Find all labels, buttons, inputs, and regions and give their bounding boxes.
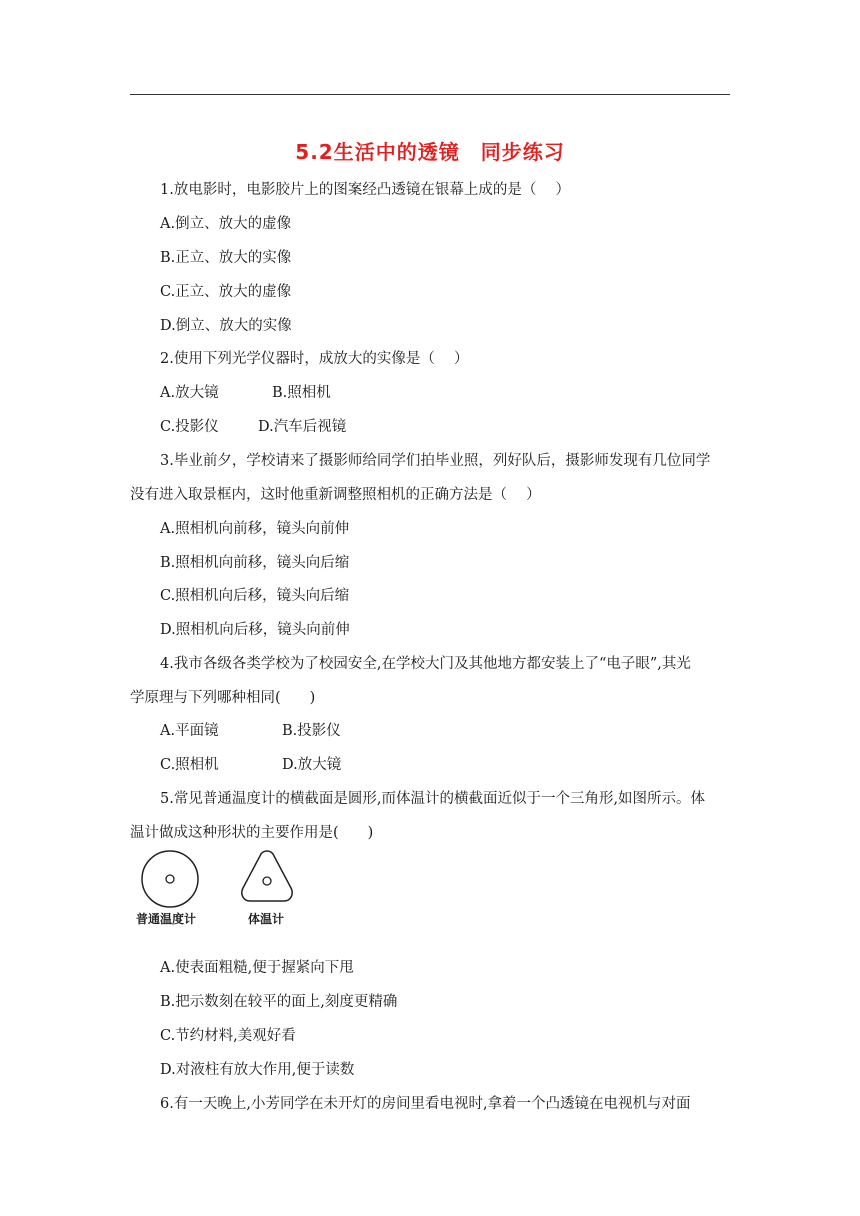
question-2-option-c: C.投影仪: [160, 419, 219, 435]
thermometer-cross-sections: [130, 846, 330, 916]
clinical-thermometer-bore: [263, 877, 271, 885]
question-5-option-a: A.使表面粗糙,便于握紧向下甩: [160, 960, 354, 976]
question-1-option-d: D.倒立、放大的实像: [160, 318, 292, 334]
question-3-option-a: A.照相机向前移，镜头向前伸: [160, 521, 350, 537]
question-2-option-a: A.放大镜: [160, 385, 219, 401]
question-1-option-b: B.正立、放大的实像: [160, 250, 292, 266]
question-5-option-c: C.节约材料,美观好看: [160, 1028, 296, 1044]
question-3-option-b: B.照相机向前移，镜头向后缩: [160, 555, 350, 571]
question-4-stem-line-1: 4.我市各级各类学校为了校园安全,在学校大门及其他地方都安装上了“电子眼”,其光: [160, 656, 691, 672]
page-title: 5.2生活中的透镜 同步练习: [295, 140, 565, 164]
question-5-stem-line-2: 温计做成这种形状的主要作用是( ): [130, 825, 374, 841]
question-1-stem: 1.放电影时，电影胶片上的图案经凸透镜在银幕上成的是（ ）: [160, 182, 570, 198]
question-4-option-c: C.照相机: [160, 757, 219, 773]
thermometer-circle-bore: [166, 875, 174, 883]
figure-label-ordinary-thermometer: 普通温度计: [136, 912, 197, 926]
question-3-stem-line-2: 没有进入取景框内，这时他重新调整照相机的正确方法是（ ）: [130, 487, 541, 503]
question-4-option-a: A.平面镜: [160, 723, 219, 739]
question-5-option-b: B.把示数刻在较平的面上,刻度更精确: [160, 994, 398, 1010]
question-3-stem-line-1: 3.毕业前夕，学校请来了摄影师给同学们拍毕业照，列好队后，摄影师发现有几位同学: [160, 453, 711, 469]
thermometer-cross-section-figure: [130, 846, 330, 932]
question-4-stem-line-2: 学原理与下列哪种相同( ): [130, 690, 316, 706]
question-2-stem: 2.使用下列光学仪器时，成放大的实像是（ ）: [160, 351, 469, 367]
question-1-option-a: A.倒立、放大的虚像: [160, 216, 292, 232]
question-2-option-b: B.照相机: [272, 385, 331, 401]
question-5-stem-line-1: 5.常见普通温度计的横截面是圆形,而体温计的横截面近似于一个三角形,如图所示。体: [160, 791, 706, 807]
question-4-option-b: B.投影仪: [282, 723, 341, 739]
question-3-option-c: C.照相机向后移，镜头向后缩: [160, 588, 350, 604]
figure-label-clinical-thermometer: 体温计: [248, 912, 285, 926]
question-3-option-d: D.照相机向后移，镜头向前伸: [160, 622, 350, 638]
thermometer-circle-outline: [142, 851, 198, 907]
clinical-thermometer-triangle-outline: [242, 851, 292, 901]
question-1-option-c: C.正立、放大的虚像: [160, 284, 292, 300]
question-5-option-d: D.对液柱有放大作用,便于读数: [160, 1062, 355, 1078]
question-2-option-d: D.汽车后视镜: [258, 419, 347, 435]
question-4-option-d: D.放大镜: [282, 757, 342, 773]
header-rule: [130, 94, 730, 95]
question-6-stem-line-1: 6.有一天晚上,小芳同学在未开灯的房间里看电视时,拿着一个凸透镜在电视机与对面: [160, 1096, 691, 1112]
